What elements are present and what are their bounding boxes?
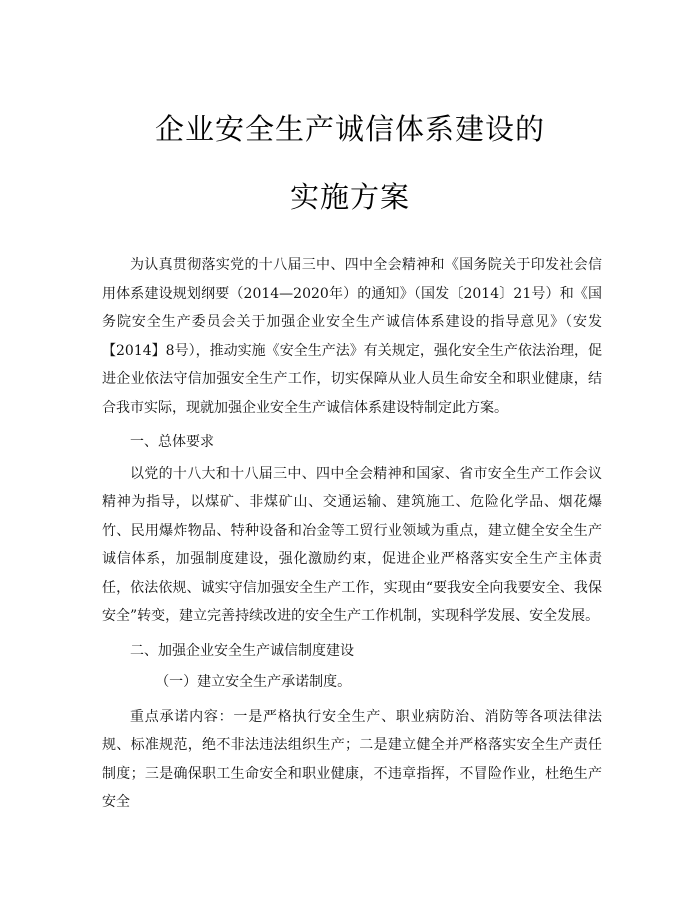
intro-paragraph: 为认真贯彻落实党的十八届三中、四中全会精神和《国务院关于印发社会信用体系建设规划纲要（2014—2020年）的通知》（国发〔2014〕21号）和《国务院安全生产委员会关于加强企业安全生产诚信体系建设的指导意见》（安发【2014】8号），推动实施《安全生产法》有关规定，强化安全生产依法治理，促进企业依法守信加强安全生产工作，切实保障从业人员生命安全和职业健康，结合我市实际，现就加强企业安全生产诚信体系建设特制定此方案。 (102, 257, 602, 416)
section-2-heading: 二、加强企业安全生产诚信制度建设 (130, 642, 354, 659)
document-body (102, 251, 602, 823)
subsection-1-paragraph: 重点承诺内容：一是严格执行安全生产、职业病防治、消防等各项法律法规、标准规范，绝不非法违法组织生产；二是建立健全并严格落实安全生产责任制度；三是确保职工生命安全和职业健康，不违章指挥，不冒险作业，杜绝生产安全 (102, 708, 602, 810)
document-title-line-1: 企业安全生产诚信体系建设的 (154, 112, 545, 146)
section-1-paragraph: 以党的十八大和十八届三中、四中全会精神和国家、省市安全生产工作会议精神为指导，以煤矿、非煤矿山、交通运输、建筑施工、危险化学品、烟花爆竹、民用爆炸物品、特种设备和冶金等工贸行业领域为重点，建立健全安全生产诚信体系，加强制度建设，强化激励约束，促进企业严格落实安全生产主体责任，依法依规、诚实守信加强安全生产工作，实现由“要我安全向我要安全、我保安全”转变，建立完善持续改进的安全生产工作机制，实现科学发展、安全发展。 (102, 465, 602, 624)
document-title-line-2: 实施方案 (289, 180, 410, 214)
subsection-1-heading: （一）建立安全生产承诺制度。 (155, 674, 352, 690)
section-1-heading: 一、总体要求 (130, 434, 214, 450)
